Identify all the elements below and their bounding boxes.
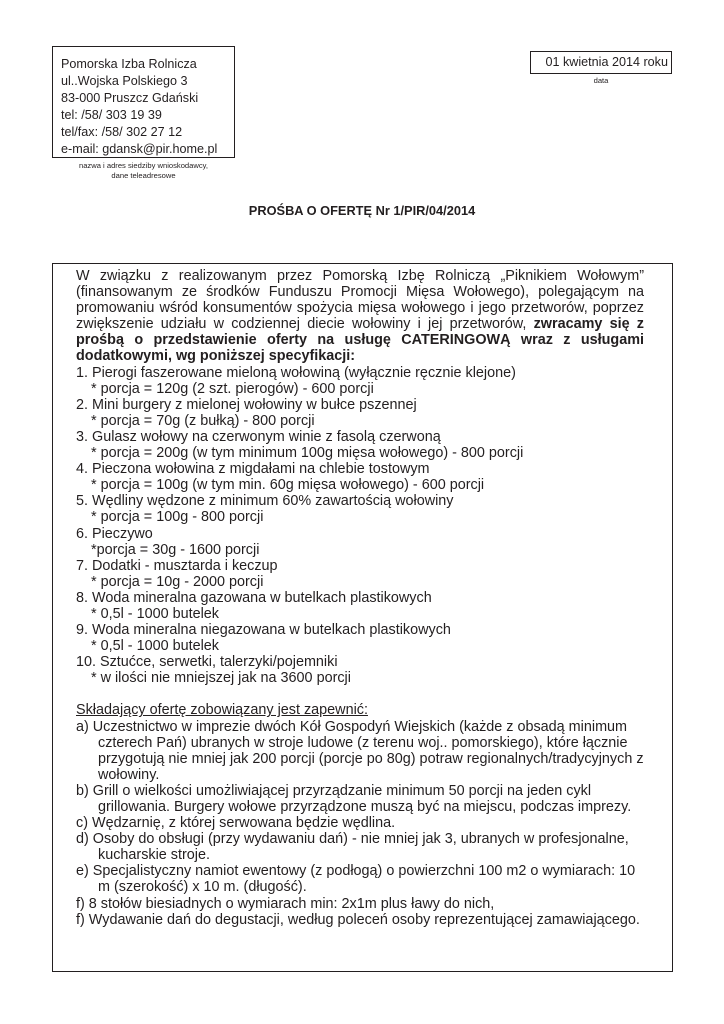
spec-item-label: 9. Woda mineralna niegazowana w butelkach plastikowych [76,622,451,639]
requirement-item: e) Specjalistyczny namiot ewentowy (z podłogą) o powierzchni 100 m2 o wymiarach: 10 m (szerokość) x 10 m. (długość). [76,863,636,896]
spec-item-detail: * porcja = 120g (2 szt. pierogów) - 600 porcji [91,380,374,397]
spec-item-detail: * 0,5l - 1000 butelek [91,638,220,655]
sender-caption [52,161,235,181]
spec-item-label: 1. Pierogi faszerowane mieloną wołowiną (wyłącznie ręcznie klejone) [76,364,516,381]
spec-item-detail: * 0,5l - 1000 butelek [91,605,220,622]
spec-item-detail: * porcja = 100g (w tym min. 60g mięsa wołowego) - 600 porcji [91,477,485,494]
spec-item-label: 6. Pieczywo [76,525,153,542]
spec-item [76,526,644,558]
spec-item [76,429,644,461]
spec-item [76,590,644,622]
sender-city: 83-000 Pruszcz Gdański [61,91,199,106]
sender-name: Pomorska Izba Rolnicza [61,57,197,71]
spec-item [76,461,644,493]
requirement-item: a) Uczestnictwo w imprezie dwóch Kół Gospodyń Wiejskich (każde z obsadą minimum czterech Pań) ubranych w stroje ludowe (z terenu woj.. pomorskiego), które łącznie przygotują nie mniej jak 200 porcji (porcje po 80g) potraw regionalnych/tradycyjnych z wołowiny. [76,718,644,783]
spec-item-detail: * porcja = 200g (w tym minimum 100g mięsa wołowego) - 800 porcji [91,445,524,462]
spec-item-detail: * porcja = 100g - 800 porcji [91,509,264,526]
requirement-item: f) 8 stołów biesiadnych o wymiarach min: 2x1m plus ławy do nich, [76,895,495,912]
spec-item-label: 5. Wędliny wędzone z minimum 60% zawartością wołowiny [76,493,454,510]
spec-item [76,558,644,590]
spec-item [76,493,644,525]
requirements-list [76,719,644,928]
spec-item-detail: * w ilości nie mniejszej jak na 3600 porcji [91,670,351,687]
specification-list [76,365,644,687]
sender-street: ul..Wojska Polskiego 3 [61,74,188,89]
spec-item-label: 7. Dodatki - musztarda i keczup [76,557,278,574]
requirement-item: b) Grill o wielkości umożliwiającej przyrządzanie minimum 50 porcji na jeden cykl grillowania. Burgery wołowe przyrządzone muszą być na miejscu, podczas imprezy. [76,782,632,815]
sender-caption-line: dane teleadresowe [111,171,176,180]
spec-item-label: 2. Mini burgery z mielonej wołowiny w bułce pszennej [76,396,417,413]
date-field: 01 kwietnia 2014 roku [530,51,672,74]
requirements-heading: Składający ofertę zobowiązany jest zapewnić: [76,702,368,719]
spec-item-detail: * porcja = 10g - 2000 porcji [91,573,264,590]
spec-item-label: 4. Pieczona wołowina z migdałami na chlebie tostowym [76,461,430,478]
requirement-item: d) Osoby do obsługi (przy wydawaniu dań) - nie mniej jak 3, ubranych w profesjonalne, kucharskie stroje. [76,831,629,864]
spec-item [76,654,644,686]
intro-bold-text: zwracamy się z prośbą o przedstawienie oferty na usługę CATERINGOWĄ wraz z usługami dodatkowymi, wg poniższej specyfikacji: [76,316,645,365]
sender-phone: tel: /58/ 303 19 39 [61,108,162,123]
spec-item [76,622,644,654]
intro-paragraph [76,268,644,365]
request-content [76,268,644,928]
requirement-item: c) Wędzarnię, z której serwowana będzie wędlina. [76,815,396,832]
requirement-item: f) Wydawanie dań do degustacji, według poleceń osoby reprezentującej zamawiającego. [76,911,640,928]
spec-item [76,365,644,397]
sender-address-box [52,46,235,158]
sender-email: e-mail: gdansk@pir.home.pl [61,142,218,157]
document-title: PROŚBA O OFERTĘ Nr 1/PIR/04/2014 [248,203,476,218]
spec-item-label: 10. Sztućce, serwetki, talerzyki/pojemniki [76,654,338,671]
spec-item-label: 3. Gulasz wołowy na czerwonym winie z fasolą czerwoną [76,428,441,445]
date-caption: data [593,76,609,85]
spec-item [76,397,644,429]
sender-caption-line: nazwa i adres siedziby wnioskodawcy, [78,161,208,170]
spec-item-label: 8. Woda mineralna gazowana w butelkach plastikowych [76,589,432,606]
sender-fax: tel/fax: /58/ 302 27 12 [61,125,183,140]
spec-item-detail: * porcja = 70g (z bułką) - 800 porcji [91,412,315,429]
intro-text: W związku z realizowanym przez Pomorską Izbę Rolniczą „Piknikiem Wołowym” (finansowanym ze środków Funduszu Promocji Mięsa Wołowego), polegającym na promowaniu wśród konsumentów spożycia mięsa wołowego i jego przetworów, poprzez zwiększenie udziału w codziennej diecie wołowiny i jej przetworów, [76,268,644,333]
spec-item-detail: *porcja = 30g - 1600 porcji [91,541,260,558]
